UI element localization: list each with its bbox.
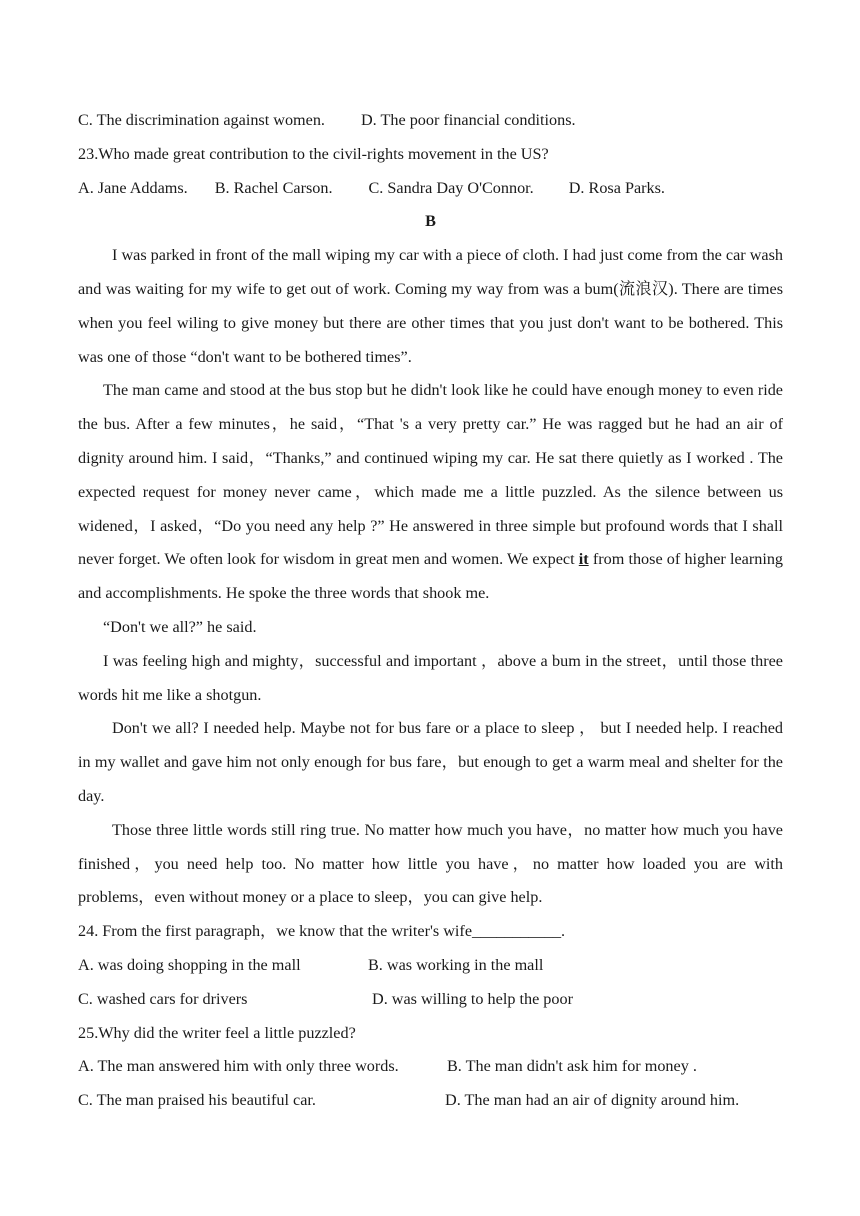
q24-options-cd <box>78 983 783 1017</box>
q25-option-d: D. The man had an air of dignity around him. <box>445 1091 740 1110</box>
q25-option-b: B. The man didn't ask him for money . <box>447 1057 697 1076</box>
q24-options-ab <box>78 949 783 983</box>
q24-option-c: C. washed cars for drivers <box>78 989 248 1008</box>
q22-options-cd <box>78 104 783 138</box>
passage-paragraph-6: Those three little words still ring true. No matter how much you have，no matter how much you have finished，you need help too. No matter how little you have，no matter how loaded you are with problems，even without money or a place to sleep，you can give help. <box>78 820 783 907</box>
q22-option-c: C. The discrimination against women. <box>78 111 325 129</box>
exam-page <box>78 104 783 1118</box>
q24-option-d: D. was willing to help the poor <box>372 989 573 1008</box>
underlined-word-it: it <box>578 550 589 569</box>
q25-stem: 25.Why did the writer feel a little puzzled? <box>78 1023 356 1042</box>
q23-options <box>78 172 783 206</box>
q25-options-ab <box>78 1050 783 1084</box>
q25-options-cd <box>78 1084 783 1118</box>
passage-paragraph-5: Don't we all? I needed help. Maybe not for bus fare or a place to sleep ， but I needed help. I reached in my wallet and gave him not only enough for bus fare，but enough to get a warm meal and shelter for the day. <box>78 719 783 805</box>
q23-option-c: C. Sandra Day O'Connor. <box>368 178 534 197</box>
q22-option-d: D. The poor financial conditions. <box>360 111 576 129</box>
section-title: B <box>425 212 436 231</box>
passage-paragraph-4: I was feeling high and mighty，successful and important ，above a bum in the street，until those three words hit me like a shotgun. <box>78 651 783 704</box>
q24-option-b: B. was working in the mall <box>368 955 544 974</box>
q25-option-a: A. The man answered him with only three words. <box>78 1057 399 1076</box>
passage-paragraph-1: I was parked in front of the mall wiping my car with a piece of cloth. I had just come from the car wash and was waiting for my wife to get out of work. Coming my way from was a bum(流浪汉). There are times when you feel wiling to give money but there are other times that you just don't want to be bothered. This was one of those “don't want to be bothered times”. <box>78 246 783 366</box>
passage-paragraph-3: “Don't we all?” he said. <box>103 617 257 636</box>
paragraph-2-text-b: from those of higher learning and accomplishments. He spoke the three words that shook me. <box>78 550 784 603</box>
q23-option-d: D. Rosa Parks. <box>568 178 665 197</box>
q25-option-c: C. The man praised his beautiful car. <box>78 1091 316 1110</box>
paragraph-2-text-a: The man came and stood at the bus stop but he didn't look like he could have enough money to even ride the bus. After a few minutes，he said，“That 's a very pretty car.” He was ragged but he had an air of dignity around him. I said，“Thanks,” and continued wiping my car. He sat there quietly as I worked . The expected request for money never came，which made me a little puzzled. As the silence between us widened，I asked，“Do you need any help ?” He answered in three simple but profound words that I shall never forget. We often look for wisdom in great men and women. We expect <box>78 381 783 569</box>
passage-paragraph-2 <box>78 374 783 611</box>
q23-option-a: A. Jane Addams. <box>78 178 188 197</box>
q23-option-b: B. Rachel Carson. <box>214 178 333 197</box>
q24-option-a: A. was doing shopping in the mall <box>78 955 301 974</box>
q24-stem: 24. From the first paragraph，we know that the writer's wife___________. <box>78 922 566 941</box>
q23-stem: 23.Who made great contribution to the civil-rights movement in the US? <box>78 144 549 163</box>
